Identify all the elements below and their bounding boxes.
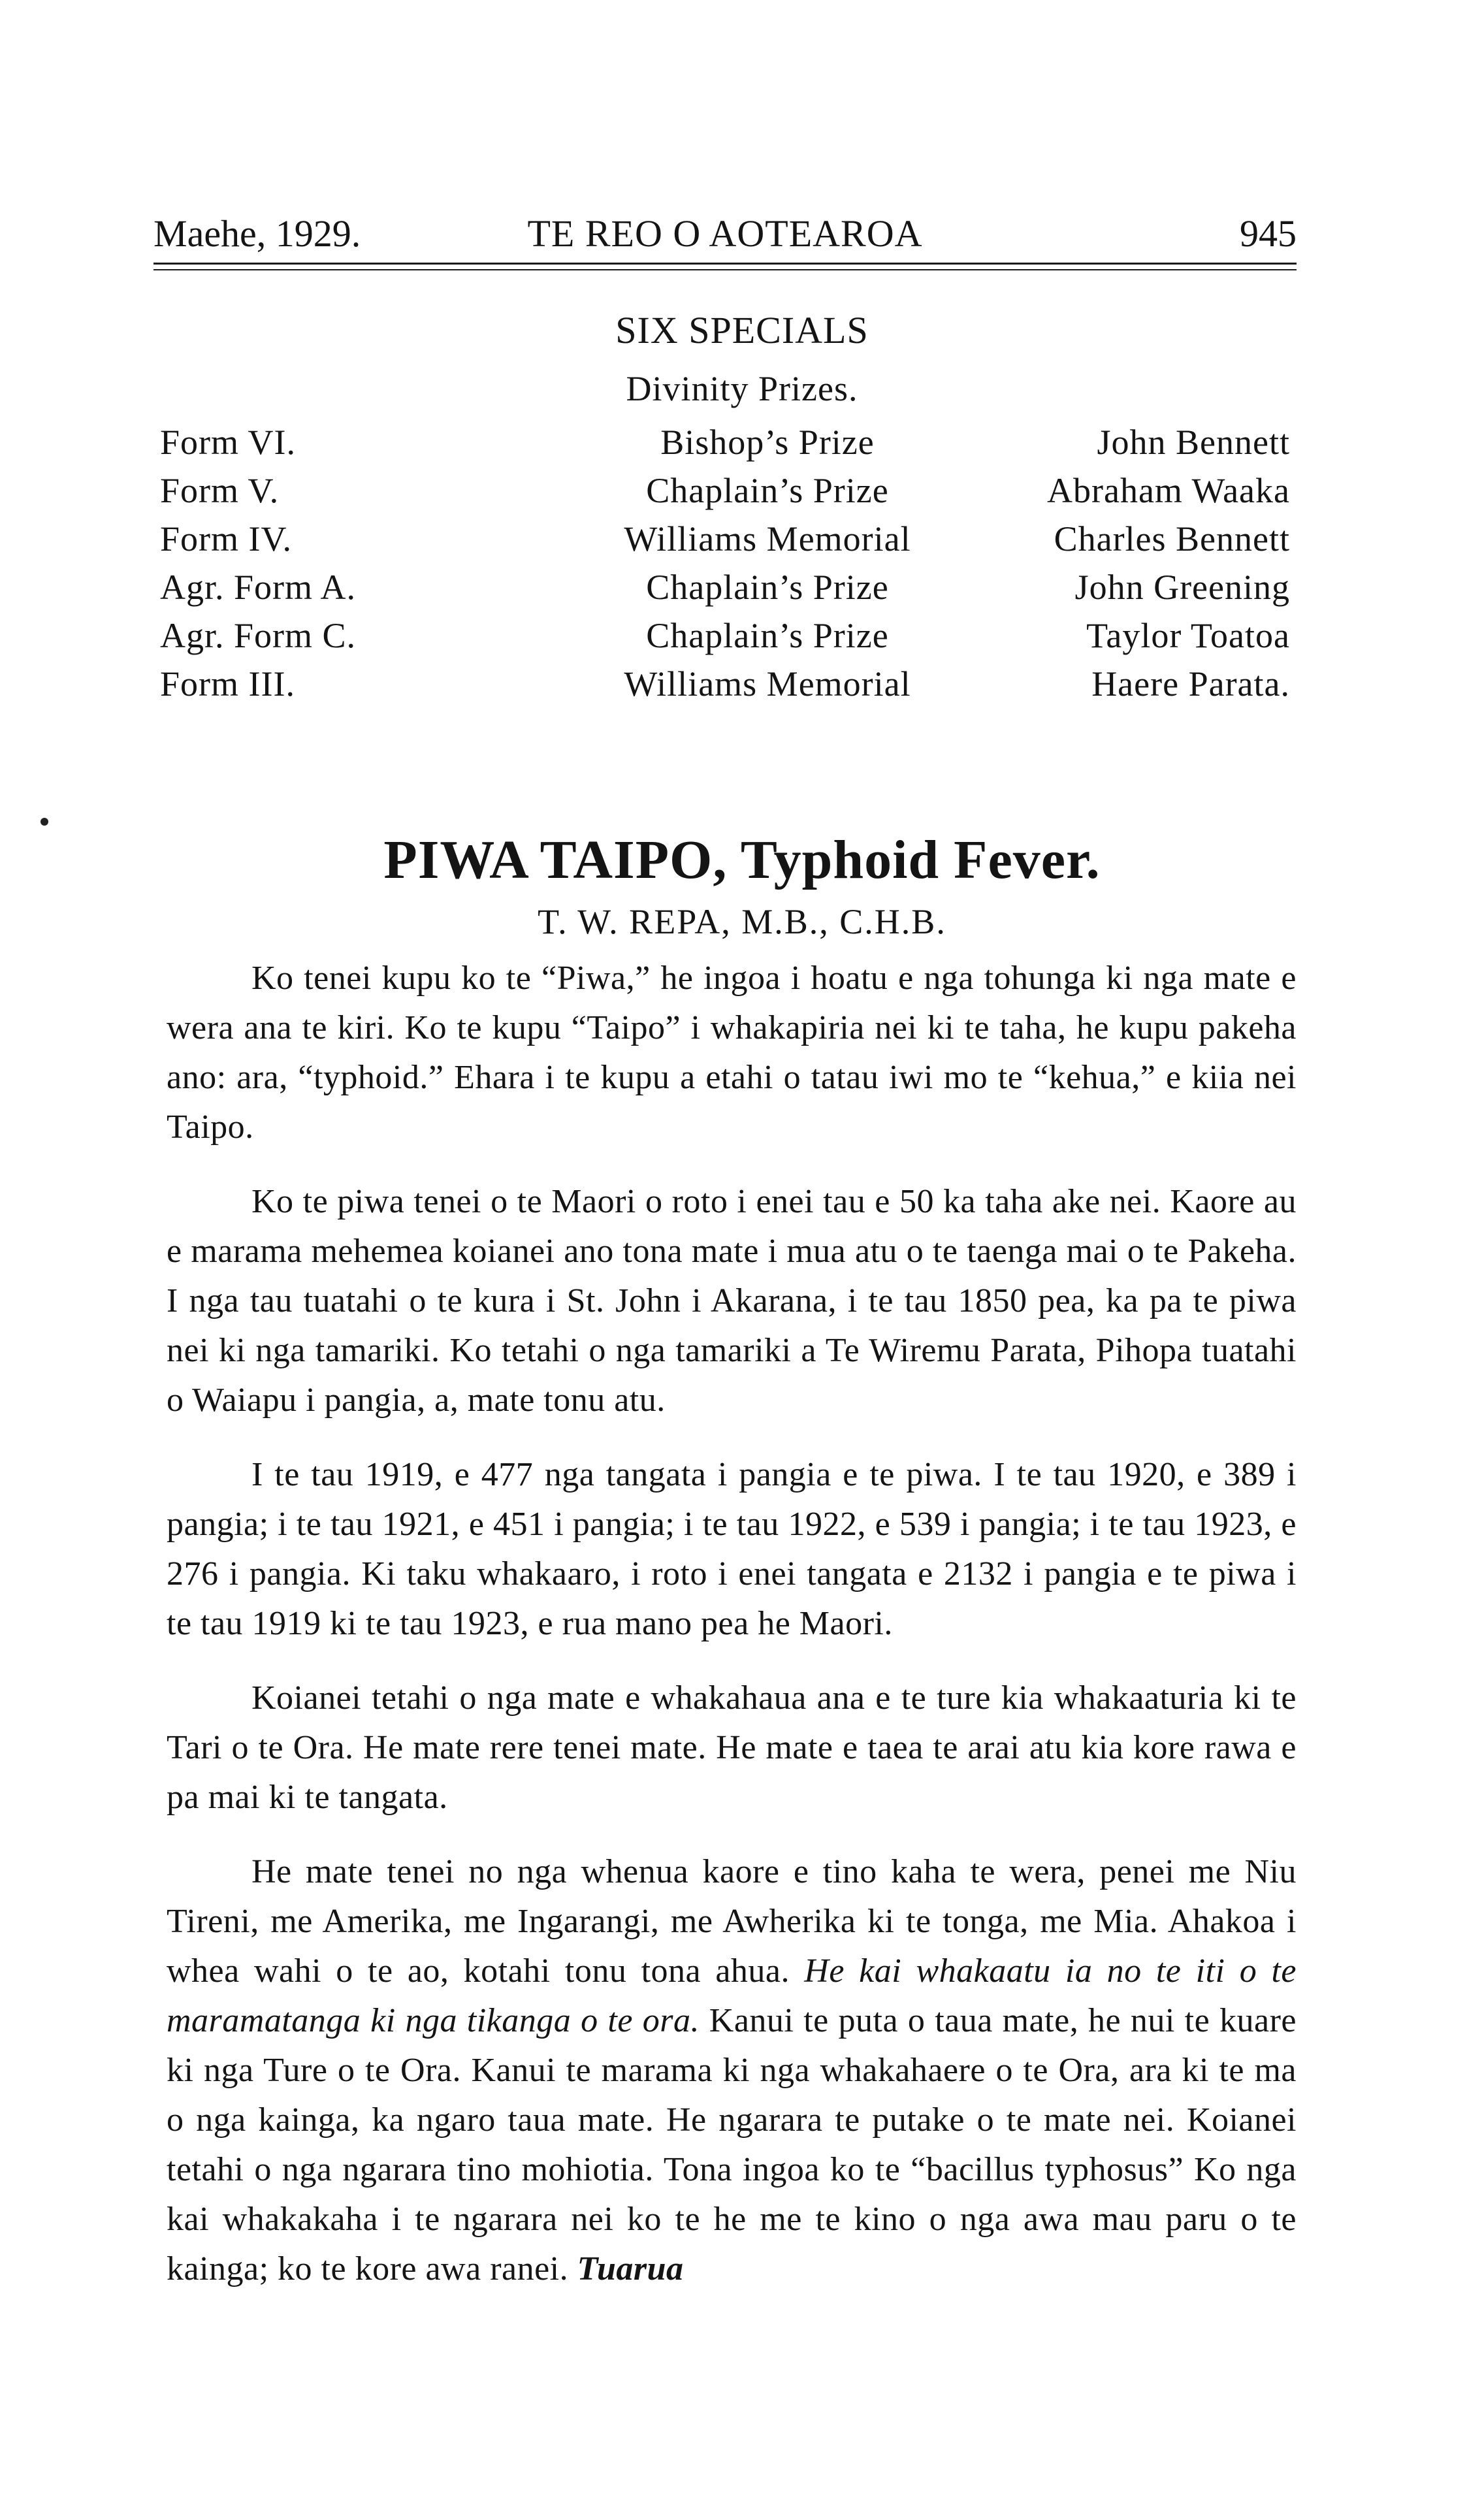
prize-row: [160, 466, 1297, 515]
emphasis-text: He kai whakaatu ia no te iti o te maramatanga ki nga tikanga o te ora.: [167, 1952, 1297, 2039]
prize-winner: John Greening: [1074, 568, 1290, 607]
paragraph-text: Kanui te puta o taua mate, he nui te kuare ki nga Ture o te Ora. Kanui te marama ki nga whakahaere o te Ora, ara ki te ma o nga kainga, ka ngaro taua mate. He ngarara te putake o te mate nei. Koianei tetahi o nga ngarara tino mohiotia. Tona ingoa ko te “bacillus typhosus” Ko nga kai whakakaha i te ngarara nei ko te he me te kino o nga awa mau paru o te kainga; ko te kore awa ranei.: [167, 2002, 1297, 2287]
prize-name: Williams Memorial: [624, 664, 911, 703]
paragraph: Koianei tetahi o nga mate e whakahaua ana e te ture kia whakaaturia ki te Tari o te Ora. He mate rere tenei mate. He mate e taea te arai atu kia kore rawa e pa mai ki te tangata.: [167, 1679, 1297, 1816]
article-byline: T. W. REPA, M.B., C.H.B.: [538, 902, 946, 941]
prize-winner: Abraham Waaka: [1047, 471, 1290, 510]
margin-dot: [40, 818, 48, 826]
header-rule-thin: [153, 269, 1297, 270]
prize-winner: John Bennett: [1097, 423, 1290, 462]
prize-row: [160, 660, 1297, 708]
prize-list: [160, 418, 1297, 708]
prize-name: Williams Memorial: [624, 519, 911, 558]
prize-form: Agr. Form A.: [160, 568, 357, 607]
publication-title: TE REO O AOTEAROA: [527, 212, 923, 255]
prize-winner: Haere Parata.: [1091, 664, 1290, 703]
prize-form: Form IV.: [160, 519, 293, 558]
paragraph: [167, 1847, 1297, 2294]
prize-form: Agr. Form C.: [160, 616, 357, 655]
specials-heading: SIX SPECIALS: [615, 309, 869, 351]
prize-row: [160, 418, 1297, 466]
continuation-word: Tuarua: [577, 2250, 684, 2287]
prize-name: Chaplain’s Prize: [646, 616, 889, 655]
prize-name: Bishop’s Prize: [660, 423, 875, 462]
prize-row: [160, 515, 1297, 563]
prize-row: [160, 611, 1297, 660]
page-number: 945: [1240, 212, 1297, 255]
article-body: [167, 954, 1297, 2294]
prize-form: Form III.: [160, 664, 295, 703]
prize-row: [160, 563, 1297, 611]
paragraph-text: He mate tenei no nga whenua kaore e tino kaha te wera, penei me Niu Tireni, me Amerika, me Ingarangi, me Awherika ki te tonga, me Mia. Ahakoa i whea wahi o te ao, kotahi tonu tona ahua.: [167, 1853, 1297, 1990]
header-rule: [153, 263, 1297, 265]
paragraph: Ko tenei kupu ko te “Piwa,” he ingoa i hoatu e nga tohunga ki nga mate e wera ana te kiri. Ko te kupu “Taipo” i whakapiria nei ki te taha, he kupu pakeha ano: ara, “typhoid.” Ehara i te kupu a etahi o tatau iwi mo te “kehua,” e kiia nei Taipo.: [167, 960, 1297, 1146]
article-title: PIWA TAIPO, Typhoid Fever.: [383, 830, 1101, 890]
prize-name: Chaplain’s Prize: [646, 471, 889, 510]
prize-name: Chaplain’s Prize: [646, 568, 889, 607]
specials-subheading: Divinity Prizes.: [626, 369, 858, 408]
paragraph: Ko te piwa tenei o te Maori o roto i enei tau e 50 ka taha ake nei. Kaore au e marama mehemea koianei ano tona mate i mua atu o te taenga mai o te Pakeha. I nga tau tuatahi o te kura i St. John i Akarana, i te tau 1850 pea, ka pa te piwa nei ki nga tamariki. Ko tetahi o nga tamariki a Te Wiremu Parata, Pihopa tuatahi o Waiapu i pangia, a, mate tonu atu.: [167, 1183, 1297, 1419]
prize-winner: Taylor Toatoa: [1086, 616, 1290, 655]
prize-winner: Charles Bennett: [1054, 519, 1290, 558]
paragraph: I te tau 1919, e 477 nga tangata i pangia e te piwa. I te tau 1920, e 389 i pangia; i te tau 1921, e 451 i pangia; i te tau 1922, e 539 i pangia; i te tau 1923, e 276 i pangia. Ki taku whakaaro, i roto i enei tangata e 2132 i pangia e te piwa i te tau 1919 ki te tau 1923, e rua mano pea he Maori.: [167, 1456, 1297, 1642]
prize-form: Form V.: [160, 471, 280, 510]
issue-date: Maehe, 1929.: [153, 212, 361, 255]
prize-form: Form VI.: [160, 423, 297, 462]
running-header: [153, 208, 1297, 260]
